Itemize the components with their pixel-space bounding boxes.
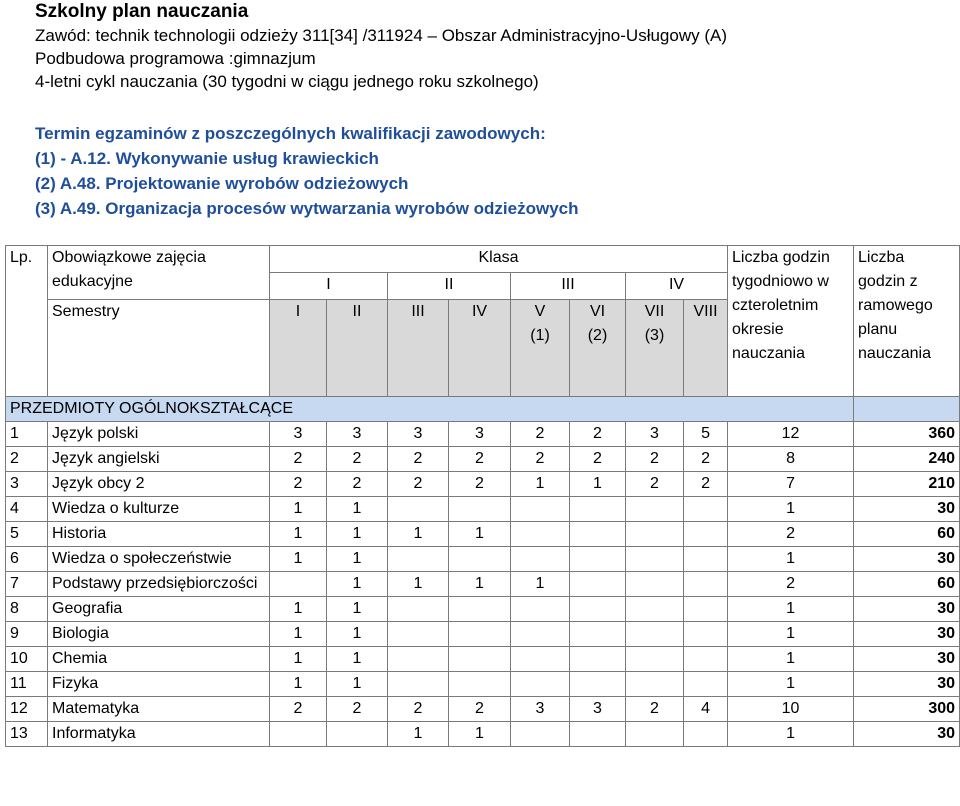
row-semester-8-hours	[684, 597, 728, 622]
row-subject: Historia	[48, 522, 270, 547]
row-semester-2-hours: 2	[327, 472, 388, 497]
row-semester-6-hours	[570, 597, 626, 622]
row-lp: 6	[6, 547, 48, 572]
row-semester-2-hours: 1	[327, 672, 388, 697]
row-semester-8-hours	[684, 622, 728, 647]
row-weekly-hours: 1	[728, 672, 854, 697]
row-semester-3-hours	[388, 547, 449, 572]
row-lp: 1	[6, 422, 48, 447]
row-weekly-hours: 1	[728, 722, 854, 747]
row-semester-4-hours	[449, 497, 511, 522]
row-subject: Geografia	[48, 597, 270, 622]
row-total-hours: 240	[854, 447, 960, 472]
row-lp: 2	[6, 447, 48, 472]
row-lp: 11	[6, 672, 48, 697]
row-subject: Język obcy 2	[48, 472, 270, 497]
row-semester-4-hours: 2	[449, 697, 511, 722]
table-body	[6, 422, 960, 747]
row-semester-3-hours	[388, 622, 449, 647]
exam-schedule	[35, 121, 945, 221]
row-total-hours: 60	[854, 522, 960, 547]
row-semester-5-hours	[511, 522, 570, 547]
row-semester-4-hours	[449, 597, 511, 622]
row-semester-3-hours	[388, 497, 449, 522]
section-row	[6, 397, 960, 422]
row-weekly-hours: 2	[728, 522, 854, 547]
row-weekly-hours: 1	[728, 622, 854, 647]
row-semester-8-hours: 4	[684, 697, 728, 722]
row-semester-3-hours	[388, 672, 449, 697]
weekly-hours-header: Liczba godzin tygodniowo w czteroletnim okresie nauczania	[728, 246, 854, 397]
semester-3: III	[388, 300, 449, 397]
class-I: I	[270, 273, 388, 300]
row-total-hours: 30	[854, 722, 960, 747]
row-subject: Biologia	[48, 622, 270, 647]
row-semester-5-hours: 3	[511, 697, 570, 722]
row-weekly-hours: 10	[728, 697, 854, 722]
row-semester-4-hours: 2	[449, 447, 511, 472]
row-semester-5-hours	[511, 672, 570, 697]
row-semester-6-hours	[570, 722, 626, 747]
row-semester-4-hours	[449, 622, 511, 647]
row-weekly-hours: 2	[728, 572, 854, 597]
row-semester-1-hours	[270, 722, 327, 747]
row-semester-4-hours	[449, 647, 511, 672]
row-lp: 7	[6, 572, 48, 597]
row-total-hours: 30	[854, 622, 960, 647]
row-semester-5-hours: 1	[511, 572, 570, 597]
table-row	[6, 497, 960, 522]
row-semester-2-hours: 1	[327, 547, 388, 572]
row-semester-5-hours	[511, 497, 570, 522]
row-lp: 3	[6, 472, 48, 497]
row-semester-8-hours	[684, 572, 728, 597]
row-semester-3-hours: 3	[388, 422, 449, 447]
row-semester-4-hours	[449, 547, 511, 572]
row-semester-4-hours	[449, 672, 511, 697]
semester-1: I	[270, 300, 327, 397]
row-semester-5-hours	[511, 647, 570, 672]
row-semester-7-hours: 2	[626, 447, 684, 472]
table-row	[6, 672, 960, 697]
row-semester-5-hours	[511, 547, 570, 572]
row-semester-1-hours: 1	[270, 547, 327, 572]
row-semester-4-hours: 2	[449, 472, 511, 497]
row-semester-5-hours: 2	[511, 447, 570, 472]
row-semester-7-hours	[626, 522, 684, 547]
row-semester-8-hours: 5	[684, 422, 728, 447]
row-weekly-hours: 12	[728, 422, 854, 447]
row-subject: Fizyka	[48, 672, 270, 697]
row-semester-1-hours: 2	[270, 472, 327, 497]
row-semester-1-hours: 3	[270, 422, 327, 447]
header-row-klasa	[6, 246, 960, 273]
row-semester-1-hours: 2	[270, 697, 327, 722]
row-semester-8-hours	[684, 547, 728, 572]
row-lp: 5	[6, 522, 48, 547]
row-semester-2-hours: 1	[327, 597, 388, 622]
row-lp: 8	[6, 597, 48, 622]
row-semester-7-hours: 3	[626, 422, 684, 447]
curriculum-table	[5, 245, 960, 747]
exam-item-2: (2) A.48. Projektowanie wyrobów odzieżowych	[35, 174, 409, 193]
row-semester-2-hours: 2	[327, 447, 388, 472]
row-semester-7-hours	[626, 647, 684, 672]
table-row	[6, 447, 960, 472]
cycle-line: 4-letni cykl nauczania (30 tygodni w ciągu jednego roku szkolnego)	[35, 72, 539, 91]
table-row	[6, 522, 960, 547]
row-semester-7-hours	[626, 597, 684, 622]
lp-header: Lp.	[6, 246, 48, 397]
table-row	[6, 647, 960, 672]
row-semester-1-hours	[270, 572, 327, 597]
semester-6: VI (2)	[570, 300, 626, 397]
row-semester-4-hours: 1	[449, 572, 511, 597]
row-semester-7-hours	[626, 547, 684, 572]
row-semester-2-hours: 2	[327, 697, 388, 722]
total-hours-header: Liczba godzin z ramowego planu nauczania	[854, 246, 960, 397]
row-semester-6-hours	[570, 672, 626, 697]
row-semester-2-hours: 1	[327, 647, 388, 672]
semester-2: II	[327, 300, 388, 397]
row-semester-6-hours: 1	[570, 472, 626, 497]
table-row	[6, 597, 960, 622]
row-semester-6-hours	[570, 622, 626, 647]
row-semester-8-hours	[684, 522, 728, 547]
profession-line: Zawód: technik technologii odzieży 311[34] /311924 – Obszar Administracyjno-Usługowy (A)	[35, 26, 728, 45]
row-semester-1-hours: 1	[270, 597, 327, 622]
row-semester-8-hours	[684, 672, 728, 697]
semester-5: V (1)	[511, 300, 570, 397]
row-total-hours: 300	[854, 697, 960, 722]
row-subject: Matematyka	[48, 697, 270, 722]
semester-8: VIII	[684, 300, 728, 397]
row-semester-5-hours: 2	[511, 422, 570, 447]
row-weekly-hours: 1	[728, 647, 854, 672]
row-weekly-hours: 7	[728, 472, 854, 497]
row-total-hours: 30	[854, 597, 960, 622]
row-lp: 10	[6, 647, 48, 672]
row-semester-5-hours	[511, 722, 570, 747]
row-semester-6-hours: 2	[570, 447, 626, 472]
row-semester-3-hours: 1	[388, 722, 449, 747]
class-II: II	[388, 273, 511, 300]
row-semester-1-hours: 1	[270, 522, 327, 547]
row-semester-4-hours: 1	[449, 522, 511, 547]
row-semester-3-hours: 2	[388, 472, 449, 497]
row-semester-3-hours: 1	[388, 522, 449, 547]
table-row	[6, 572, 960, 597]
row-semester-3-hours: 1	[388, 572, 449, 597]
row-semester-8-hours	[684, 722, 728, 747]
row-semester-2-hours: 1	[327, 622, 388, 647]
exam-heading: Termin egzaminów z poszczególnych kwalifikacji zawodowych:	[35, 124, 546, 143]
row-semester-8-hours: 2	[684, 472, 728, 497]
row-semester-2-hours: 1	[327, 522, 388, 547]
row-semester-6-hours: 2	[570, 422, 626, 447]
row-semester-2-hours: 1	[327, 572, 388, 597]
table-row	[6, 722, 960, 747]
row-semester-1-hours: 2	[270, 447, 327, 472]
row-subject: Wiedza o kulturze	[48, 497, 270, 522]
row-subject: Informatyka	[48, 722, 270, 747]
row-weekly-hours: 8	[728, 447, 854, 472]
row-total-hours: 210	[854, 472, 960, 497]
row-semester-7-hours: 2	[626, 472, 684, 497]
row-lp: 12	[6, 697, 48, 722]
section-blank	[854, 397, 960, 422]
row-total-hours: 360	[854, 422, 960, 447]
table-row	[6, 697, 960, 722]
row-total-hours: 30	[854, 497, 960, 522]
row-semester-5-hours	[511, 597, 570, 622]
row-semester-2-hours	[327, 722, 388, 747]
row-subject: Wiedza o społeczeństwie	[48, 547, 270, 572]
row-semester-7-hours: 2	[626, 697, 684, 722]
row-total-hours: 60	[854, 572, 960, 597]
table-row	[6, 472, 960, 497]
table-row	[6, 422, 960, 447]
document-title: Szkolny plan nauczania	[35, 1, 249, 22]
row-subject: Podstawy przedsiębiorczości	[48, 572, 270, 597]
row-semester-7-hours	[626, 672, 684, 697]
row-semester-6-hours	[570, 522, 626, 547]
row-semester-3-hours: 2	[388, 447, 449, 472]
row-total-hours: 30	[854, 547, 960, 572]
row-semester-4-hours: 3	[449, 422, 511, 447]
row-semester-5-hours	[511, 622, 570, 647]
row-semester-6-hours	[570, 647, 626, 672]
row-semester-1-hours: 1	[270, 647, 327, 672]
program-basis-line: Podbudowa programowa :gimnazjum	[35, 49, 316, 68]
row-semester-5-hours: 1	[511, 472, 570, 497]
row-weekly-hours: 1	[728, 547, 854, 572]
klasa-header: Klasa	[270, 246, 728, 273]
row-semester-8-hours	[684, 497, 728, 522]
row-semester-1-hours: 1	[270, 622, 327, 647]
row-semester-6-hours	[570, 547, 626, 572]
row-lp: 4	[6, 497, 48, 522]
row-semester-6-hours	[570, 572, 626, 597]
class-IV: IV	[626, 273, 728, 300]
row-semester-2-hours: 1	[327, 497, 388, 522]
row-semester-3-hours	[388, 597, 449, 622]
row-total-hours: 30	[854, 672, 960, 697]
row-lp: 9	[6, 622, 48, 647]
semestry-header: Semestry	[48, 300, 270, 397]
semester-7: VII (3)	[626, 300, 684, 397]
row-semester-1-hours: 1	[270, 497, 327, 522]
exam-item-1: (1) - A.12. Wykonywanie usług krawieckich	[35, 149, 379, 168]
row-semester-7-hours	[626, 722, 684, 747]
document-header	[35, 0, 945, 93]
row-weekly-hours: 1	[728, 497, 854, 522]
table-row	[6, 622, 960, 647]
row-semester-3-hours: 2	[388, 697, 449, 722]
class-III: III	[511, 273, 626, 300]
row-semester-7-hours	[626, 622, 684, 647]
semester-4: IV	[449, 300, 511, 397]
table-row	[6, 547, 960, 572]
row-semester-4-hours: 1	[449, 722, 511, 747]
row-semester-8-hours: 2	[684, 447, 728, 472]
row-semester-7-hours	[626, 497, 684, 522]
row-subject: Język polski	[48, 422, 270, 447]
subject-header: Obowiązkowe zajęcia edukacyjne	[48, 246, 270, 300]
row-semester-1-hours: 1	[270, 672, 327, 697]
row-total-hours: 30	[854, 647, 960, 672]
row-semester-2-hours: 3	[327, 422, 388, 447]
row-semester-6-hours	[570, 497, 626, 522]
row-subject: Chemia	[48, 647, 270, 672]
row-semester-3-hours	[388, 647, 449, 672]
row-semester-8-hours	[684, 647, 728, 672]
row-weekly-hours: 1	[728, 597, 854, 622]
row-lp: 13	[6, 722, 48, 747]
exam-item-3: (3) A.49. Organizacja procesów wytwarzania wyrobów odzieżowych	[35, 199, 579, 218]
section-title: PRZEDMIOTY OGÓLNOKSZTAŁCĄCE	[6, 397, 854, 422]
row-semester-7-hours	[626, 572, 684, 597]
row-semester-6-hours: 3	[570, 697, 626, 722]
row-subject: Język angielski	[48, 447, 270, 472]
